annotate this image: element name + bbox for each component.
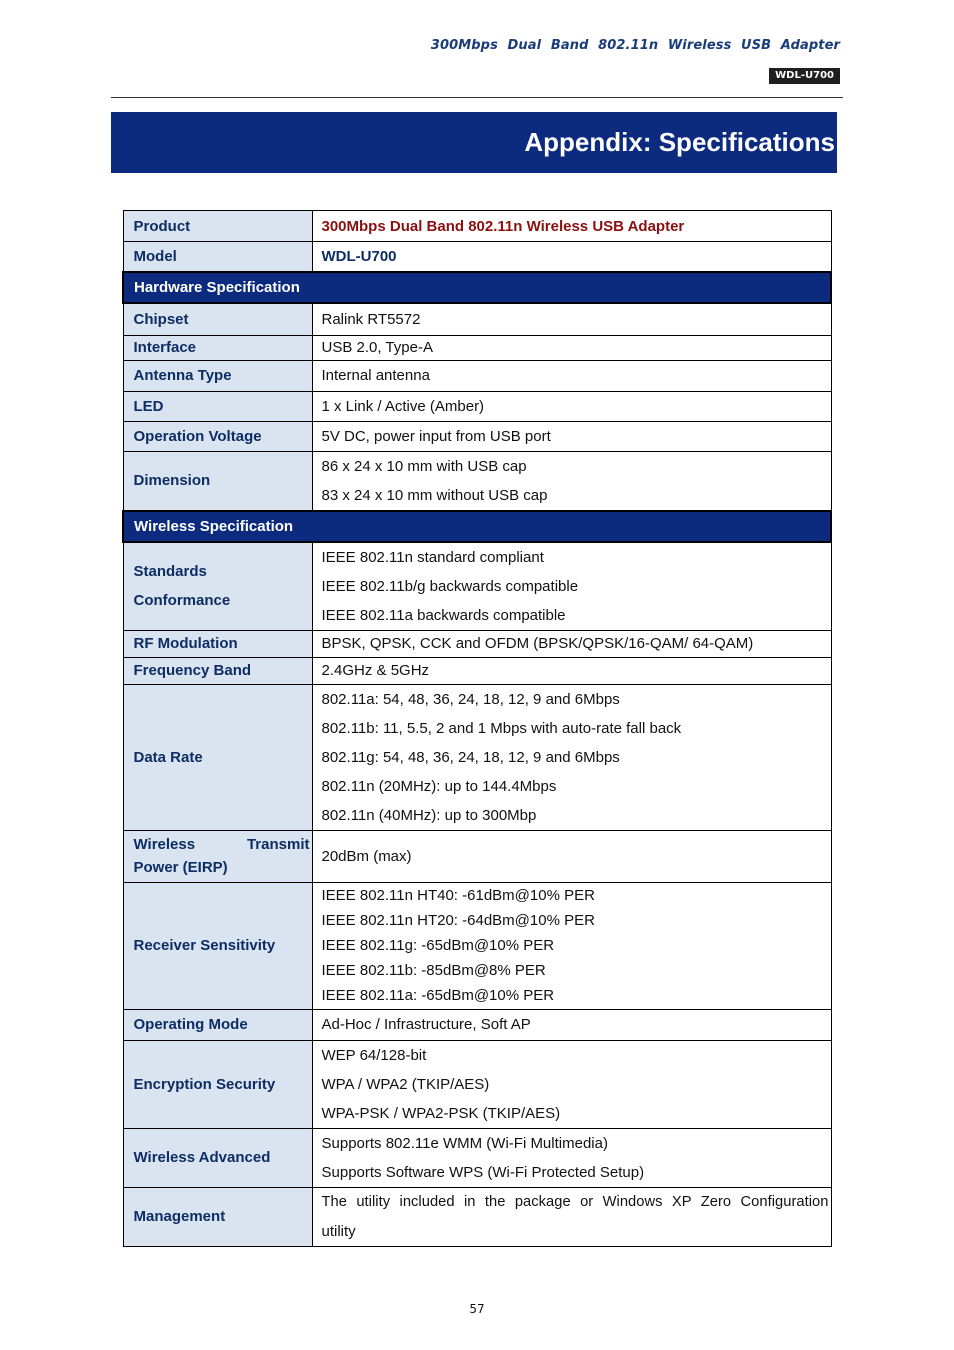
data-rate-value: [312, 684, 831, 830]
data-rate-label: Data Rate: [123, 684, 312, 830]
transmit-power-label-line: [134, 833, 310, 856]
section-title: Appendix: Specifications: [524, 127, 835, 157]
specifications-table: [122, 210, 832, 1247]
data-rate-line: 802.11n (40MHz): up to 300Mbp: [321, 806, 537, 824]
standards-line: IEEE 802.11n standard compliant: [321, 548, 544, 566]
sensitivity-line: IEEE 802.11b: -85dBm@8% PER: [321, 962, 546, 979]
product-label: Product: [123, 211, 312, 242]
data-rate-line: 802.11g: 54, 48, 36, 24, 18, 12, 9 and 6Mbps: [321, 748, 620, 766]
table-row: [123, 451, 831, 511]
hardware-section-heading: Hardware Specification: [123, 272, 831, 303]
data-rate-line: 802.11b: 11, 5.5, 2 and 1 Mbps with auto-rate fall back: [321, 719, 682, 737]
table-row: [123, 421, 831, 451]
advanced-line: Supports 802.11e WMM (Wi-Fi Multimedia): [321, 1134, 608, 1152]
dimension-label: Dimension: [123, 451, 312, 511]
management-line: The utility included in the package or Windows XP Zero Configuration: [321, 1193, 829, 1210]
model-label: Model: [123, 242, 312, 273]
table-row: [123, 360, 831, 391]
table-row: [123, 630, 831, 657]
hardware-section-row: [123, 272, 831, 303]
voltage-value: 5V DC, power input from USB port: [312, 421, 831, 451]
standards-line: IEEE 802.11b/g backwards compatible: [321, 577, 579, 595]
standards-value: [312, 542, 831, 631]
product-value: 300Mbps Dual Band 802.11n Wireless USB Adapter: [312, 211, 831, 242]
model-value: WDL-U700: [312, 242, 831, 273]
wireless-advanced-label: Wireless Advanced: [123, 1128, 312, 1187]
table-row: [123, 242, 831, 273]
encryption-value: [312, 1040, 831, 1128]
interface-value: USB 2.0, Type-A: [312, 335, 831, 360]
table-row: [123, 1128, 831, 1187]
data-rate-line: 802.11n (20MHz): up to 144.4Mbps: [321, 777, 557, 795]
table-row: [123, 391, 831, 421]
led-value: 1 x Link / Active (Amber): [312, 391, 831, 421]
section-banner: [111, 112, 837, 173]
receiver-sensitivity-label: Receiver Sensitivity: [123, 882, 312, 1009]
header-divider: [111, 97, 843, 98]
standards-label-line: Standards: [133, 563, 207, 580]
management-line: utility: [321, 1222, 356, 1240]
dimension-line: 86 x 24 x 10 mm with USB cap: [321, 457, 527, 475]
sensitivity-line: IEEE 802.11n HT20: -64dBm@10% PER: [321, 912, 595, 929]
operating-mode-value: Ad-Hoc / Infrastructure, Soft AP: [312, 1009, 831, 1040]
data-rate-line: 802.11a: 54, 48, 36, 24, 18, 12, 9 and 6Mbps: [321, 690, 620, 708]
table-row: [123, 335, 831, 360]
transmit-power-value: 20dBm (max): [312, 830, 831, 882]
transmit-power-label-word: Wireless: [133, 836, 196, 853]
table-row: [123, 211, 831, 242]
standards-line: IEEE 802.11a backwards compatible: [321, 606, 566, 624]
wireless-section-heading: Wireless Specification: [123, 511, 831, 542]
encryption-line: WEP 64/128-bit: [321, 1046, 427, 1064]
table-row: [123, 1040, 831, 1128]
transmit-power-label-word: Transmit: [246, 836, 310, 853]
table-row: [123, 882, 831, 1009]
wireless-section-row: [123, 511, 831, 542]
table-row: [123, 657, 831, 684]
transmit-power-label-line: Power (EIRP): [133, 859, 228, 876]
header-model-badge: WDL-U700: [769, 68, 840, 84]
table-row: [123, 1187, 831, 1246]
interface-label: Interface: [123, 335, 312, 360]
antenna-value: Internal antenna: [312, 360, 831, 391]
table-row: [123, 303, 831, 335]
transmit-power-label: [123, 830, 312, 882]
standards-label: [123, 542, 312, 631]
voltage-label: Operation Voltage: [123, 421, 312, 451]
header-title: 300Mbps Dual Band 802.11n Wireless USB Adapter: [430, 38, 840, 53]
encryption-line: WPA-PSK / WPA2-PSK (TKIP/AES): [321, 1104, 561, 1122]
sensitivity-line: IEEE 802.11g: -65dBm@10% PER: [321, 937, 555, 954]
wireless-advanced-value: [312, 1128, 831, 1187]
standards-label-line: Conformance: [133, 592, 231, 609]
led-label: LED: [123, 391, 312, 421]
sensitivity-line: IEEE 802.11n HT40: -61dBm@10% PER: [321, 887, 595, 904]
sensitivity-line: IEEE 802.11a: -65dBm@10% PER: [321, 987, 555, 1004]
table-row: [123, 542, 831, 631]
encryption-label: Encryption Security: [123, 1040, 312, 1128]
receiver-sensitivity-value: [312, 882, 831, 1009]
chipset-value: Ralink RT5572: [312, 303, 831, 335]
frequency-band-value: 2.4GHz & 5GHz: [312, 657, 831, 684]
rf-modulation-value: BPSK, QPSK, CCK and OFDM (BPSK/QPSK/16-QAM/ 64-QAM): [312, 630, 831, 657]
table-row: [123, 684, 831, 830]
encryption-line: WPA / WPA2 (TKIP/AES): [321, 1075, 490, 1093]
table-row: [123, 830, 831, 882]
advanced-line: Supports Software WPS (Wi-Fi Protected Setup): [321, 1163, 645, 1181]
frequency-band-label: Frequency Band: [123, 657, 312, 684]
management-value: [312, 1187, 831, 1246]
management-label: Management: [123, 1187, 312, 1246]
dimension-line: 83 x 24 x 10 mm without USB cap: [321, 486, 548, 504]
chipset-label: Chipset: [123, 303, 312, 335]
table-row: [123, 1009, 831, 1040]
rf-modulation-label: RF Modulation: [123, 630, 312, 657]
page-number: 57: [469, 1302, 485, 1316]
dimension-value: [312, 451, 831, 511]
antenna-label: Antenna Type: [123, 360, 312, 391]
operating-mode-label: Operating Mode: [123, 1009, 312, 1040]
